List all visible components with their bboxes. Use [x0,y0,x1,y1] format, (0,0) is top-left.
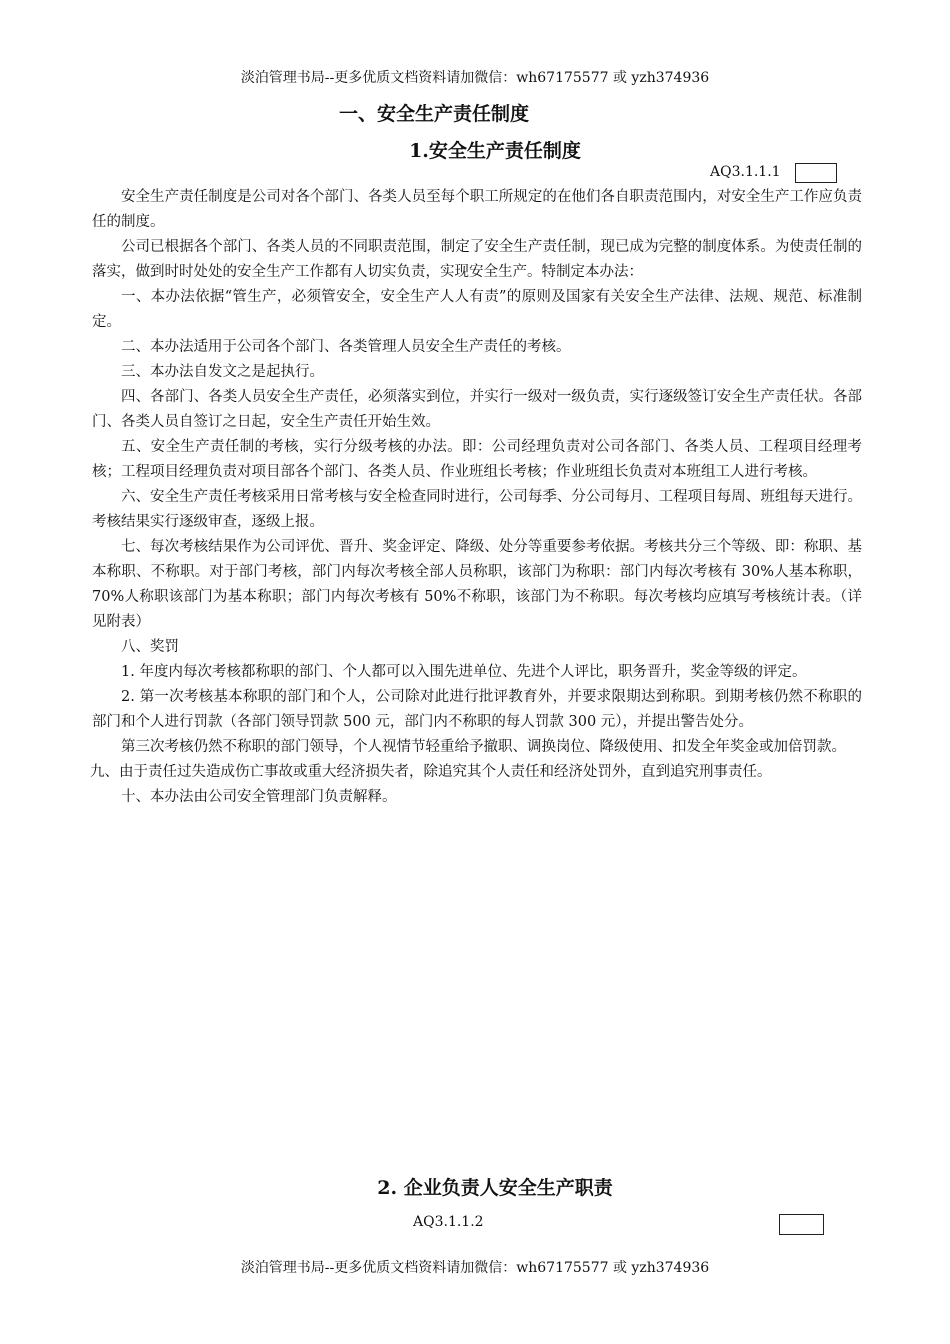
paragraph: 五、安全生产责任制的考核，实行分级考核的办法。即：公司经理负责对公司各部门、各类人员、工程项目经理考核；工程项目经理负责对项目部各个部门、各类人员、作业班组长考核；作业班组长负责对本班组工人进行考核。 [92,439,862,480]
paragraph: 第三次考核仍然不称职的部门领导，个人视情节轻重给予撤职、调换岗位、降级使用、扣发全年奖金或加倍罚款。 [121,739,846,755]
paragraph: 七、每次考核结果作为公司评优、晋升、奖金评定、降级、处分等重要参考依据。考核共分三个等级、即：称职、基本称职、不称职。对于部门考核，部门内每次考核全部人员称职，该部门为称职：部门内每次考核有 30%人基本称职，70%人称职该部门为基本称职；部门内每次考核有 50%不称职，该部门为不称职。每次考核均应填写考核统计表。（详见附表） [92,539,862,630]
page-header: 淡泊管理书局--更多优质文档资料请加微信：wh67175577 或 yzh374936 [240,70,710,86]
section-title: 一、安全生产责任制度 [338,103,529,125]
page-footer: 淡泊管理书局--更多优质文档资料请加微信：wh67175577 或 yzh374936 [240,1260,710,1276]
doc2-code-box [779,1214,824,1235]
doc2-code: AQ3.1.1.2 [413,1214,484,1230]
paragraph: 九、由于责任过失造成伤亡事故或重大经济损失者，除追究其个人责任和经济处罚外，直到追究刑事责任。 [90,764,772,780]
paragraph: 一、本办法依据“管生产，必须管安全，安全生产人人有责”的原则及国家有关安全生产法律、法规、规范、标准制定。 [92,289,862,330]
paragraph: 2. 第一次考核基本称职的部门和个人，公司除对此进行批评教育外，并要求限期达到称职。到期考核仍然不称职的部门和个人进行罚款（各部门领导罚款 500 元，部门内不称职的每人罚款 300 元），并提出警告处分。 [92,689,862,730]
paragraph: 六、安全生产责任考核采用日常考核与安全检查同时进行，公司每季、分公司每月、工程项目每周、班组每天进行。考核结果实行逐级审查，逐级上报。 [92,489,862,530]
paragraph: 八、奖罚 [121,639,179,655]
paragraph: 十、本办法由公司安全管理部门负责解释。 [121,789,397,805]
paragraph: 三、本办法自发文之是起执行。 [121,364,324,380]
doc2-title: 2. 企业负责人安全生产职责 [377,1177,613,1199]
paragraph: 1. 年度内每次考核都称职的部门、个人都可以入围先进单位、先进个人评比，职务晋升，奖金等级的评定。 [121,664,807,680]
doc-title: 1.安全生产责任制度 [409,140,581,162]
paragraph: 四、各部门、各类人员安全生产责任，必须落实到位，并实行一级对一级负责，实行逐级签订安全生产责任状。各部门、各类人员自签订之日起，安全生产责任开始生效。 [92,389,862,430]
paragraph: 安全生产责任制度是公司对各个部门、各类人员至每个职工所规定的在他们各自职责范围内，对安全生产工作应负责任的制度。 [92,189,862,230]
doc-code-box [795,163,837,183]
doc-body [92,185,862,810]
paragraph: 二、本办法适用于公司各个部门、各类管理人员安全生产责任的考核。 [121,339,571,355]
doc-code: AQ3.1.1.1 [710,164,781,180]
paragraph: 公司已根据各个部门、各类人员的不同职责范围，制定了安全生产责任制，现已成为完整的制度体系。为使责任制的落实，做到时时处处的安全生产工作都有人切实负责，实现安全生产。特制定本办法： [92,239,862,280]
